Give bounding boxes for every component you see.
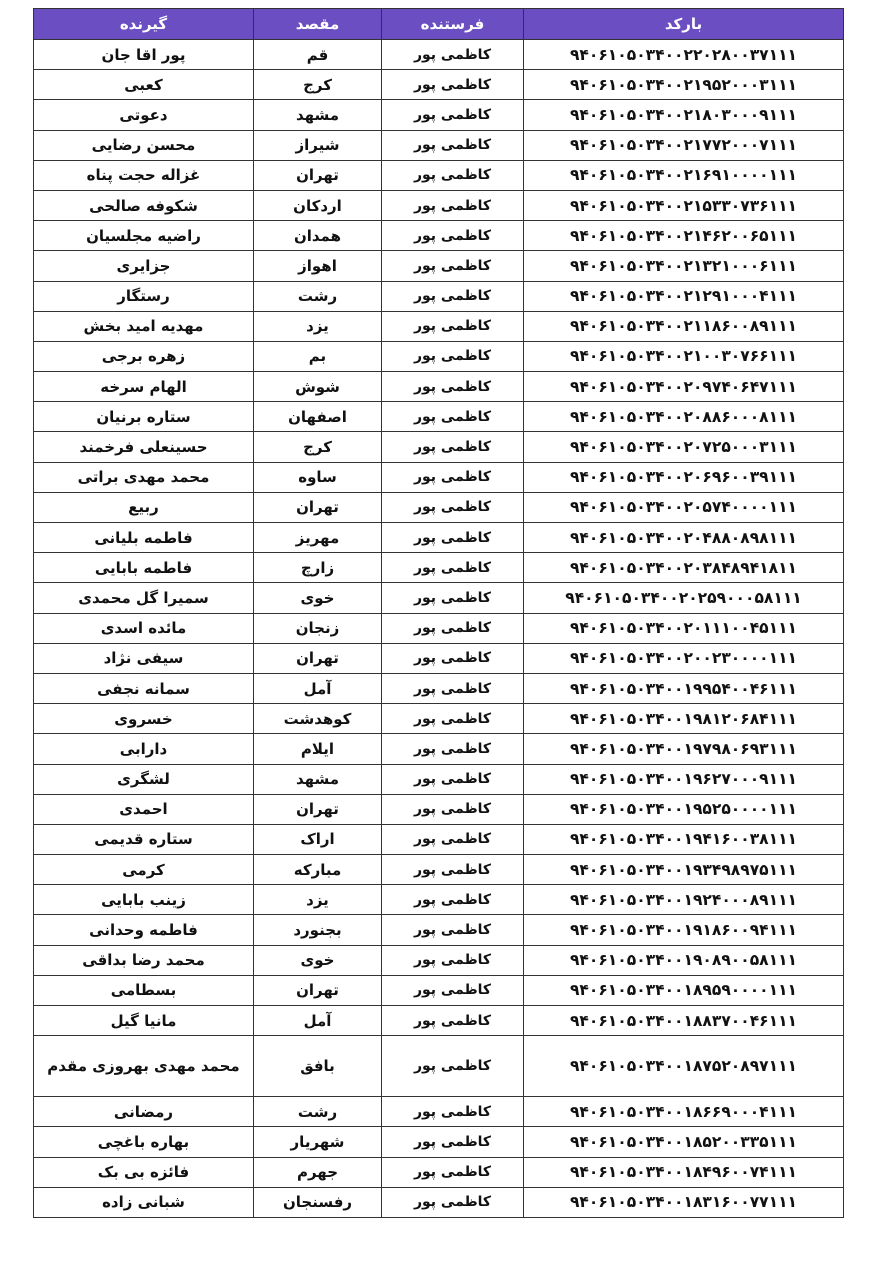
table-row — [34, 160, 844, 190]
receiver-cell: سمانه نجفی — [34, 673, 254, 703]
barcode-cell: ۹۴۰۶۱۰۵۰۳۴۰۰۱۸۵۲۰۰۳۳۵۱۱۱ — [524, 1127, 844, 1157]
sender-cell: کاظمی پور — [382, 372, 524, 402]
barcode-cell: ۹۴۰۶۱۰۵۰۳۴۰۰۲۱۶۹۱۰۰۰۰۱۱۱ — [524, 160, 844, 190]
destination-cell: جهرم — [254, 1157, 382, 1187]
barcode-cell: ۹۴۰۶۱۰۵۰۳۴۰۰۱۸۴۹۶۰۰۷۴۱۱۱ — [524, 1157, 844, 1187]
barcode-cell: ۹۴۰۶۱۰۵۰۳۴۰۰۲۰۱۱۱۰۰۴۵۱۱۱ — [524, 613, 844, 643]
sender-cell: کاظمی پور — [382, 1157, 524, 1187]
sender-cell: کاظمی پور — [382, 1036, 524, 1097]
table-body — [34, 40, 844, 1218]
receiver-cell: محمد مهدی بهروزی مقدم — [34, 1036, 254, 1097]
sender-cell: کاظمی پور — [382, 462, 524, 492]
table-row — [34, 643, 844, 673]
sender-cell: کاظمی پور — [382, 885, 524, 915]
sender-cell: کاظمی پور — [382, 40, 524, 70]
table-row — [34, 1006, 844, 1036]
table-row — [34, 1187, 844, 1217]
barcode-cell: ۹۴۰۶۱۰۵۰۳۴۰۰۲۰۲۵۹۰۰۰۵۸۱۱۱ — [524, 583, 844, 613]
destination-cell: تهران — [254, 492, 382, 522]
receiver-cell: سمیرا گل محمدی — [34, 583, 254, 613]
destination-cell: رشت — [254, 1097, 382, 1127]
receiver-cell: ربیع — [34, 492, 254, 522]
sender-cell: کاظمی پور — [382, 523, 524, 553]
destination-cell: تهران — [254, 160, 382, 190]
barcode-cell: ۹۴۰۶۱۰۵۰۳۴۰۰۲۰۶۹۶۰۰۳۹۱۱۱ — [524, 462, 844, 492]
sender-cell: کاظمی پور — [382, 764, 524, 794]
sender-cell: کاظمی پور — [382, 402, 524, 432]
receiver-cell: زهره برجی — [34, 341, 254, 371]
barcode-cell: ۹۴۰۶۱۰۵۰۳۴۰۰۱۸۹۵۹۰۰۰۰۱۱۱ — [524, 975, 844, 1005]
receiver-cell: لشگری — [34, 764, 254, 794]
destination-cell: بم — [254, 341, 382, 371]
table-row — [34, 764, 844, 794]
table-row — [34, 402, 844, 432]
receiver-cell: راضیه مجلسیان — [34, 221, 254, 251]
sender-cell: کاظمی پور — [382, 794, 524, 824]
destination-cell: شهریار — [254, 1127, 382, 1157]
destination-cell: کرج — [254, 432, 382, 462]
destination-cell: یزد — [254, 311, 382, 341]
table-row — [34, 190, 844, 220]
table-row — [34, 975, 844, 1005]
barcode-cell: ۹۴۰۶۱۰۵۰۳۴۰۰۱۹۹۵۴۰۰۴۶۱۱۱ — [524, 673, 844, 703]
barcode-cell: ۹۴۰۶۱۰۵۰۳۴۰۰۲۰۷۲۵۰۰۰۳۱۱۱ — [524, 432, 844, 462]
table-row — [34, 70, 844, 100]
destination-cell: یزد — [254, 885, 382, 915]
receiver-cell: دعوتی — [34, 100, 254, 130]
barcode-cell: ۹۴۰۶۱۰۵۰۳۴۰۰۱۹۲۴۰۰۰۸۹۱۱۱ — [524, 885, 844, 915]
sender-cell: کاظمی پور — [382, 553, 524, 583]
barcode-cell: ۹۴۰۶۱۰۵۰۳۴۰۰۲۱۹۵۲۰۰۰۳۱۱۱ — [524, 70, 844, 100]
receiver-cell: محمد مهدی براتی — [34, 462, 254, 492]
receiver-cell: بسطامی — [34, 975, 254, 1005]
table-row — [34, 341, 844, 371]
destination-cell: قم — [254, 40, 382, 70]
barcode-cell: ۹۴۰۶۱۰۵۰۳۴۰۰۱۸۶۶۹۰۰۰۴۱۱۱ — [524, 1097, 844, 1127]
barcode-cell: ۹۴۰۶۱۰۵۰۳۴۰۰۱۹۳۴۹۸۹۷۵۱۱۱ — [524, 855, 844, 885]
sender-cell: کاظمی پور — [382, 1097, 524, 1127]
destination-cell: اراک — [254, 824, 382, 854]
table-row — [34, 673, 844, 703]
barcode-cell: ۹۴۰۶۱۰۵۰۳۴۰۰۲۰۴۸۸۰۸۹۸۱۱۱ — [524, 523, 844, 553]
receiver-cell: فاطمه بابایی — [34, 553, 254, 583]
receiver-cell: مانیا گیل — [34, 1006, 254, 1036]
table-row — [34, 915, 844, 945]
barcode-cell: ۹۴۰۶۱۰۵۰۳۴۰۰۲۱۲۹۱۰۰۰۴۱۱۱ — [524, 281, 844, 311]
sender-cell: کاظمی پور — [382, 915, 524, 945]
sender-cell: کاظمی پور — [382, 583, 524, 613]
receiver-cell: حسینعلی فرخمند — [34, 432, 254, 462]
destination-cell: رشت — [254, 281, 382, 311]
table-row — [34, 130, 844, 160]
receiver-cell: شکوفه صالحی — [34, 190, 254, 220]
receiver-cell: سیفی نژاد — [34, 643, 254, 673]
table-row — [34, 734, 844, 764]
destination-cell: زارچ — [254, 553, 382, 583]
barcode-cell: ۹۴۰۶۱۰۵۰۳۴۰۰۲۰۵۷۴۰۰۰۰۱۱۱ — [524, 492, 844, 522]
sender-cell: کاظمی پور — [382, 1127, 524, 1157]
sender-cell: کاظمی پور — [382, 1006, 524, 1036]
barcode-cell: ۹۴۰۶۱۰۵۰۳۴۰۰۲۱۵۳۳۰۷۳۶۱۱۱ — [524, 190, 844, 220]
sender-cell: کاظمی پور — [382, 341, 524, 371]
destination-cell: خوی — [254, 583, 382, 613]
destination-cell: شیراز — [254, 130, 382, 160]
receiver-cell: جزایری — [34, 251, 254, 281]
sender-cell: کاظمی پور — [382, 251, 524, 281]
receiver-cell: احمدی — [34, 794, 254, 824]
barcode-cell: ۹۴۰۶۱۰۵۰۳۴۰۰۲۱۳۲۱۰۰۰۶۱۱۱ — [524, 251, 844, 281]
table-row — [34, 1127, 844, 1157]
table-row — [34, 40, 844, 70]
sender-cell: کاظمی پور — [382, 70, 524, 100]
table-row — [34, 251, 844, 281]
table-row — [34, 523, 844, 553]
destination-cell: ساوه — [254, 462, 382, 492]
sender-cell: کاظمی پور — [382, 492, 524, 522]
table-row — [34, 100, 844, 130]
destination-cell: آمل — [254, 1006, 382, 1036]
destination-cell: مشهد — [254, 764, 382, 794]
destination-cell: آمل — [254, 673, 382, 703]
table-row — [34, 855, 844, 885]
table-header-row — [34, 9, 844, 40]
receiver-cell: دارابی — [34, 734, 254, 764]
destination-cell: کرج — [254, 70, 382, 100]
sender-cell: کاظمی پور — [382, 824, 524, 854]
sender-cell: کاظمی پور — [382, 734, 524, 764]
table-row — [34, 613, 844, 643]
table-row — [34, 1036, 844, 1097]
barcode-cell: ۹۴۰۶۱۰۵۰۳۴۰۰۱۸۳۱۶۰۰۷۷۱۱۱ — [524, 1187, 844, 1217]
destination-cell: اردکان — [254, 190, 382, 220]
table-row — [34, 1157, 844, 1187]
destination-cell: اهواز — [254, 251, 382, 281]
destination-cell: تهران — [254, 975, 382, 1005]
destination-cell: زنجان — [254, 613, 382, 643]
destination-cell: شوش — [254, 372, 382, 402]
table-row — [34, 1097, 844, 1127]
destination-cell: اصفهان — [254, 402, 382, 432]
barcode-cell: ۹۴۰۶۱۰۵۰۳۴۰۰۲۱۴۶۲۰۰۶۵۱۱۱ — [524, 221, 844, 251]
destination-cell: مبارکه — [254, 855, 382, 885]
receiver-cell: فاطمه بلیانی — [34, 523, 254, 553]
sender-cell: کاظمی پور — [382, 130, 524, 160]
barcode-cell: ۹۴۰۶۱۰۵۰۳۴۰۰۱۹۷۹۸۰۶۹۳۱۱۱ — [524, 734, 844, 764]
barcode-cell: ۹۴۰۶۱۰۵۰۳۴۰۰۱۹۵۲۵۰۰۰۰۱۱۱ — [524, 794, 844, 824]
table-row — [34, 945, 844, 975]
barcode-cell: ۹۴۰۶۱۰۵۰۳۴۰۰۲۰۸۸۶۰۰۰۸۱۱۱ — [524, 402, 844, 432]
sender-cell: کاظمی پور — [382, 613, 524, 643]
destination-cell: تهران — [254, 643, 382, 673]
receiver-cell: ستاره قدیمی — [34, 824, 254, 854]
sender-cell: کاظمی پور — [382, 855, 524, 885]
barcode-cell: ۹۴۰۶۱۰۵۰۳۴۰۰۲۲۰۲۸۰۰۳۷۱۱۱ — [524, 40, 844, 70]
receiver-cell: پور اقا جان — [34, 40, 254, 70]
table-row — [34, 553, 844, 583]
receiver-cell: رستگار — [34, 281, 254, 311]
sender-cell: کاظمی پور — [382, 643, 524, 673]
table-row — [34, 583, 844, 613]
barcode-cell: ۹۴۰۶۱۰۵۰۳۴۰۰۱۸۸۳۷۰۰۴۶۱۱۱ — [524, 1006, 844, 1036]
destination-cell: مهریز — [254, 523, 382, 553]
destination-cell: ایلام — [254, 734, 382, 764]
destination-cell: خوی — [254, 945, 382, 975]
receiver-cell: خسروی — [34, 704, 254, 734]
barcode-cell: ۹۴۰۶۱۰۵۰۳۴۰۰۱۹۱۸۶۰۰۹۴۱۱۱ — [524, 915, 844, 945]
destination-cell: رفسنجان — [254, 1187, 382, 1217]
table-row — [34, 492, 844, 522]
receiver-cell: کرمی — [34, 855, 254, 885]
receiver-cell: فائزه بی بک — [34, 1157, 254, 1187]
sender-cell: کاظمی پور — [382, 673, 524, 703]
barcode-cell: ۹۴۰۶۱۰۵۰۳۴۰۰۱۹۸۱۲۰۶۸۴۱۱۱ — [524, 704, 844, 734]
barcode-cell: ۹۴۰۶۱۰۵۰۳۴۰۰۲۱۷۷۲۰۰۰۷۱۱۱ — [524, 130, 844, 160]
sender-cell: کاظمی پور — [382, 281, 524, 311]
shipment-table-container — [33, 8, 843, 1218]
table-row — [34, 372, 844, 402]
sender-cell: کاظمی پور — [382, 945, 524, 975]
receiver-cell: کعبی — [34, 70, 254, 100]
receiver-cell: محسن رضایی — [34, 130, 254, 160]
receiver-cell: زینب بابایی — [34, 885, 254, 915]
sender-cell: کاظمی پور — [382, 160, 524, 190]
destination-cell: همدان — [254, 221, 382, 251]
sender-cell: کاظمی پور — [382, 975, 524, 1005]
receiver-cell: ستاره برنیان — [34, 402, 254, 432]
table-row — [34, 885, 844, 915]
table-row — [34, 704, 844, 734]
barcode-cell: ۹۴۰۶۱۰۵۰۳۴۰۰۱۹۶۲۷۰۰۰۹۱۱۱ — [524, 764, 844, 794]
barcode-cell: ۹۴۰۶۱۰۵۰۳۴۰۰۲۱۰۰۳۰۷۶۶۱۱۱ — [524, 341, 844, 371]
receiver-cell: مائده اسدی — [34, 613, 254, 643]
destination-cell: بافق — [254, 1036, 382, 1097]
header-destination: مقصد — [254, 9, 382, 40]
header-sender: فرستنده — [382, 9, 524, 40]
receiver-cell: الهام سرخه — [34, 372, 254, 402]
receiver-cell: شبانی زاده — [34, 1187, 254, 1217]
receiver-cell: رمضانی — [34, 1097, 254, 1127]
barcode-cell: ۹۴۰۶۱۰۵۰۳۴۰۰۱۹۴۱۶۰۰۳۸۱۱۱ — [524, 824, 844, 854]
shipment-table — [33, 8, 844, 1218]
sender-cell: کاظمی پور — [382, 100, 524, 130]
barcode-cell: ۹۴۰۶۱۰۵۰۳۴۰۰۱۹۰۸۹۰۰۵۸۱۱۱ — [524, 945, 844, 975]
table-row — [34, 221, 844, 251]
destination-cell: مشهد — [254, 100, 382, 130]
table-row — [34, 462, 844, 492]
header-barcode: بارکد — [524, 9, 844, 40]
table-row — [34, 432, 844, 462]
barcode-cell: ۹۴۰۶۱۰۵۰۳۴۰۰۲۰۳۸۴۸۹۴۱۸۱۱ — [524, 553, 844, 583]
destination-cell: کوهدشت — [254, 704, 382, 734]
sender-cell: کاظمی پور — [382, 1187, 524, 1217]
sender-cell: کاظمی پور — [382, 190, 524, 220]
receiver-cell: بهاره باغچی — [34, 1127, 254, 1157]
barcode-cell: ۹۴۰۶۱۰۵۰۳۴۰۰۲۰۰۲۳۰۰۰۰۱۱۱ — [524, 643, 844, 673]
receiver-cell: فاطمه وحدانی — [34, 915, 254, 945]
table-row — [34, 824, 844, 854]
header-receiver: گیرنده — [34, 9, 254, 40]
receiver-cell: غزاله حجت پناه — [34, 160, 254, 190]
barcode-cell: ۹۴۰۶۱۰۵۰۳۴۰۰۲۱۸۰۳۰۰۰۹۱۱۱ — [524, 100, 844, 130]
sender-cell: کاظمی پور — [382, 221, 524, 251]
barcode-cell: ۹۴۰۶۱۰۵۰۳۴۰۰۲۱۱۸۶۰۰۸۹۱۱۱ — [524, 311, 844, 341]
barcode-cell: ۹۴۰۶۱۰۵۰۳۴۰۰۲۰۹۷۴۰۶۴۷۱۱۱ — [524, 372, 844, 402]
barcode-cell: ۹۴۰۶۱۰۵۰۳۴۰۰۱۸۷۵۲۰۸۹۷۱۱۱ — [524, 1036, 844, 1097]
receiver-cell: محمد رضا بداقی — [34, 945, 254, 975]
sender-cell: کاظمی پور — [382, 432, 524, 462]
sender-cell: کاظمی پور — [382, 704, 524, 734]
receiver-cell: مهدیه امید بخش — [34, 311, 254, 341]
table-row — [34, 311, 844, 341]
destination-cell: تهران — [254, 794, 382, 824]
destination-cell: بجنورد — [254, 915, 382, 945]
table-row — [34, 281, 844, 311]
sender-cell: کاظمی پور — [382, 311, 524, 341]
table-row — [34, 794, 844, 824]
